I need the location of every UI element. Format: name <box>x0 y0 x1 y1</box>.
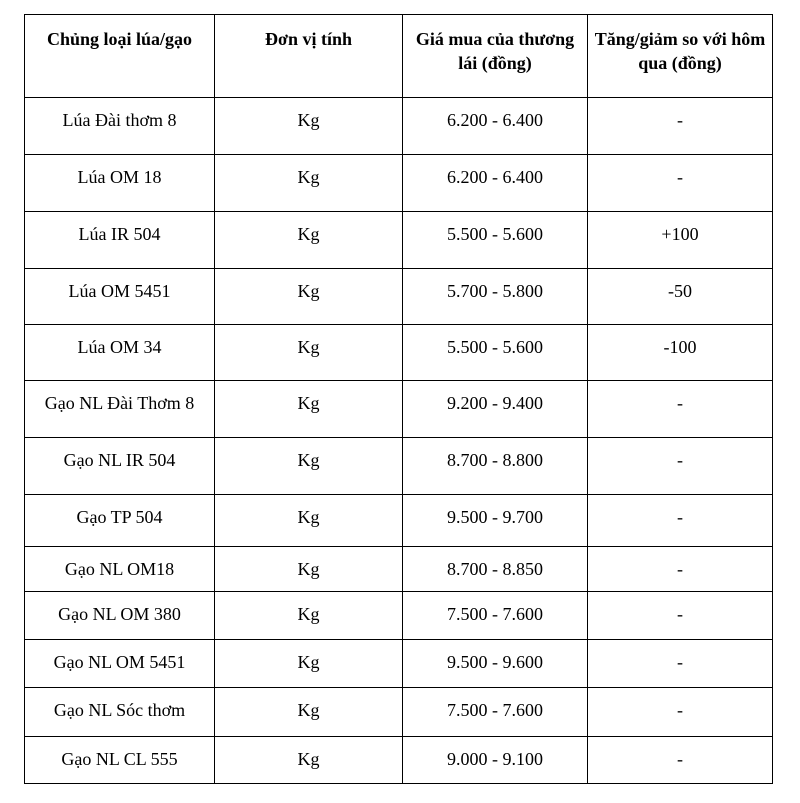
cell-change: -100 <box>588 325 773 381</box>
cell-price-range: 9.000 - 9.100 <box>403 737 588 784</box>
rice-price-table <box>24 14 773 784</box>
cell-unit: Kg <box>215 269 403 325</box>
cell-change: +100 <box>588 212 773 269</box>
table-row <box>25 495 773 547</box>
header-variety: Chủng loại lúa/gạo <box>25 15 215 98</box>
cell-change: -50 <box>588 269 773 325</box>
cell-variety: Gạo TP 504 <box>25 495 215 547</box>
cell-change: - <box>588 737 773 784</box>
cell-change: - <box>588 98 773 155</box>
cell-unit: Kg <box>215 495 403 547</box>
table-row <box>25 438 773 495</box>
cell-variety: Gạo NL Đài Thơm 8 <box>25 381 215 438</box>
cell-price-range: 9.500 - 9.600 <box>403 640 588 688</box>
cell-change: - <box>588 495 773 547</box>
cell-unit: Kg <box>215 737 403 784</box>
cell-price-range: 9.200 - 9.400 <box>403 381 588 438</box>
cell-price-range: 5.500 - 5.600 <box>403 212 588 269</box>
header-change: Tăng/giảm so với hôm qua (đồng) <box>588 15 773 98</box>
cell-variety: Gạo NL OM 5451 <box>25 640 215 688</box>
cell-unit: Kg <box>215 592 403 640</box>
table-row <box>25 325 773 381</box>
table-row <box>25 381 773 438</box>
table-header-row <box>25 15 773 98</box>
cell-unit: Kg <box>215 688 403 737</box>
cell-unit: Kg <box>215 212 403 269</box>
cell-unit: Kg <box>215 325 403 381</box>
cell-variety: Lúa OM 5451 <box>25 269 215 325</box>
cell-price-range: 7.500 - 7.600 <box>403 592 588 640</box>
table-row <box>25 212 773 269</box>
cell-price-range: 7.500 - 7.600 <box>403 688 588 737</box>
table-row <box>25 737 773 784</box>
cell-variety: Gạo NL Sóc thơm <box>25 688 215 737</box>
cell-price-range: 9.500 - 9.700 <box>403 495 588 547</box>
cell-change: - <box>588 688 773 737</box>
table-row <box>25 688 773 737</box>
cell-price-range: 5.700 - 5.800 <box>403 269 588 325</box>
header-unit: Đơn vị tính <box>215 15 403 98</box>
table-row <box>25 155 773 212</box>
cell-price-range: 8.700 - 8.800 <box>403 438 588 495</box>
cell-variety: Lúa IR 504 <box>25 212 215 269</box>
cell-price-range: 6.200 - 6.400 <box>403 98 588 155</box>
table-row <box>25 98 773 155</box>
cell-price-range: 8.700 - 8.850 <box>403 547 588 592</box>
cell-change: - <box>588 547 773 592</box>
cell-variety: Gạo NL OM18 <box>25 547 215 592</box>
cell-variety: Lúa OM 18 <box>25 155 215 212</box>
table-body <box>25 98 773 784</box>
cell-unit: Kg <box>215 547 403 592</box>
cell-variety: Gạo NL IR 504 <box>25 438 215 495</box>
cell-unit: Kg <box>215 640 403 688</box>
table-row <box>25 547 773 592</box>
header-purchase-price: Giá mua của thương lái (đồng) <box>403 15 588 98</box>
table-row <box>25 269 773 325</box>
cell-unit: Kg <box>215 381 403 438</box>
cell-price-range: 6.200 - 6.400 <box>403 155 588 212</box>
table-row <box>25 592 773 640</box>
cell-change: - <box>588 155 773 212</box>
cell-variety: Gạo NL OM 380 <box>25 592 215 640</box>
cell-variety: Lúa Đài thơm 8 <box>25 98 215 155</box>
cell-variety: Gạo NL CL 555 <box>25 737 215 784</box>
cell-change: - <box>588 381 773 438</box>
cell-change: - <box>588 438 773 495</box>
cell-price-range: 5.500 - 5.600 <box>403 325 588 381</box>
table-row <box>25 640 773 688</box>
cell-change: - <box>588 640 773 688</box>
cell-variety: Lúa OM 34 <box>25 325 215 381</box>
cell-unit: Kg <box>215 438 403 495</box>
cell-unit: Kg <box>215 98 403 155</box>
cell-unit: Kg <box>215 155 403 212</box>
cell-change: - <box>588 592 773 640</box>
